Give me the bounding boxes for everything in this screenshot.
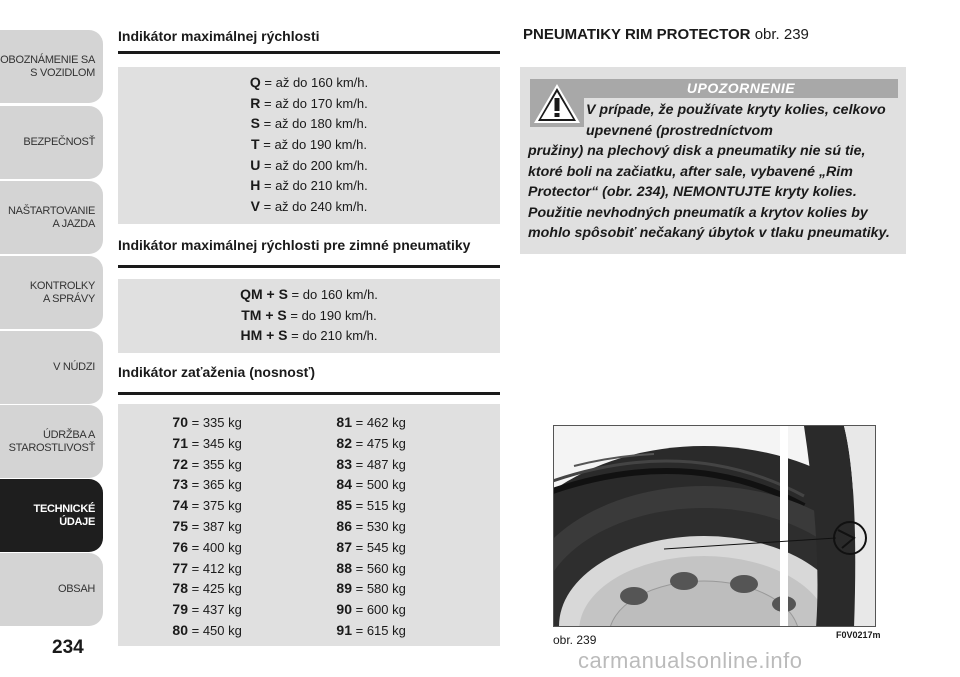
- load-row: 90 = 600 kg: [336, 601, 406, 618]
- sidebar-tab-udrzba[interactable]: ÚDRŽBA A STAROSTLIVOSŤ: [0, 405, 103, 478]
- speed-row: U = až do 200 km/h.: [250, 156, 368, 173]
- speed-row: S = až do 180 km/h.: [250, 115, 368, 132]
- sidebar-tab-oboznamenie[interactable]: OBOZNÁMENIE SA S VOZIDLOM: [0, 30, 103, 103]
- sidebar-tab-technicke-udaje[interactable]: TECHNICKÉ ÚDAJE: [0, 479, 103, 552]
- load-row: 78 = 425 kg: [172, 580, 242, 597]
- load-row: 83 = 487 kg: [336, 455, 406, 472]
- sidebar-tab-kontrolky[interactable]: KONTROLKY A SPRÁVY: [0, 256, 103, 329]
- tire-figure: [553, 425, 876, 627]
- speed-heading: Indikátor maximálnej rýchlosti: [118, 28, 320, 44]
- load-row: 76 = 400 kg: [172, 538, 242, 555]
- load-row: 72 = 355 kg: [172, 455, 242, 472]
- load-row: 73 = 365 kg: [172, 476, 242, 493]
- sidebar-tab-obsah[interactable]: OBSAH: [0, 553, 103, 626]
- load-row: 77 = 412 kg: [172, 559, 242, 576]
- load-row: 87 = 545 kg: [336, 538, 406, 555]
- sidebar-tab-nastartovanie[interactable]: NAŠTARTOVANIE A JAZDA: [0, 181, 103, 254]
- winter-heading: Indikátor maximálnej rýchlosti pre zimné pneumatiky: [118, 237, 471, 253]
- speed-row: H = až do 210 km/h.: [250, 177, 368, 194]
- winter-table: [118, 279, 500, 353]
- warning-text-body: pružiny) na plechový disk a pneumatiky nie sú tie, ktoré boli na začiatku, after sale, vybavené „Rim Protector“ (obr. 234), NEMONTUJTE kryty kolies. Použitie nevhodných pneumatík a krytov kolies by mohlo spôsobiť nečakaný úbytok v tlaku pneumatiky.: [528, 143, 890, 241]
- load-column-left: [166, 412, 242, 641]
- tire-illustration: [554, 426, 876, 627]
- load-row: 70 = 335 kg: [172, 414, 242, 430]
- divider: [118, 392, 500, 395]
- load-row: 88 = 560 kg: [336, 559, 406, 576]
- speed-row: R = až do 170 km/h.: [250, 94, 368, 111]
- sidebar-tab-bezpecnost[interactable]: BEZPEČNOSŤ: [0, 106, 103, 179]
- load-row: 74 = 375 kg: [172, 497, 242, 514]
- load-row: 71 = 345 kg: [172, 434, 242, 451]
- winter-row: QM + S = do 160 km/h.: [240, 286, 378, 302]
- load-column-right: [330, 412, 406, 641]
- load-row: 79 = 437 kg: [172, 601, 242, 618]
- load-row: 84 = 500 kg: [336, 476, 406, 493]
- winter-row: HM + S = do 210 km/h.: [240, 327, 378, 344]
- load-row: 82 = 475 kg: [336, 434, 406, 451]
- warning-banner: UPOZORNENIE: [584, 79, 898, 98]
- load-row: 75 = 387 kg: [172, 517, 242, 534]
- load-row: 81 = 462 kg: [336, 414, 406, 430]
- divider: [118, 51, 500, 54]
- figure-code: F0V0217m: [836, 630, 881, 640]
- figure-caption: obr. 239: [553, 633, 597, 647]
- load-row: 85 = 515 kg: [336, 497, 406, 514]
- load-row: 80 = 450 kg: [172, 621, 242, 638]
- speed-table: [118, 67, 500, 224]
- load-row: 89 = 580 kg: [336, 580, 406, 597]
- load-row: 91 = 615 kg: [336, 621, 406, 638]
- load-heading: Indikátor zaťaženia (nosnosť): [118, 364, 315, 380]
- load-table: [118, 404, 500, 646]
- speed-row: Q = až do 160 km/h.: [249, 74, 369, 90]
- speed-row: V = až do 240 km/h.: [250, 198, 368, 215]
- sidebar-tab-v-nudzi[interactable]: V NÚDZI: [0, 331, 103, 404]
- warning-text-lead: V prípade, že používate kryty kolies, celkovo upevnené (prostredníctvom: [586, 102, 886, 139]
- load-row: 86 = 530 kg: [336, 517, 406, 534]
- warning-text: [528, 100, 900, 244]
- speed-row: T = až do 190 km/h.: [251, 136, 367, 153]
- winter-row: TM + S = do 190 km/h.: [241, 306, 377, 323]
- page-number: 234: [52, 637, 84, 658]
- watermark: carmanualsonline.info: [578, 648, 803, 673]
- divider: [118, 265, 500, 268]
- rim-protector-title: PNEUMATIKY RIM PROTECTOR obr. 239: [523, 26, 809, 43]
- warning-box: [520, 67, 906, 254]
